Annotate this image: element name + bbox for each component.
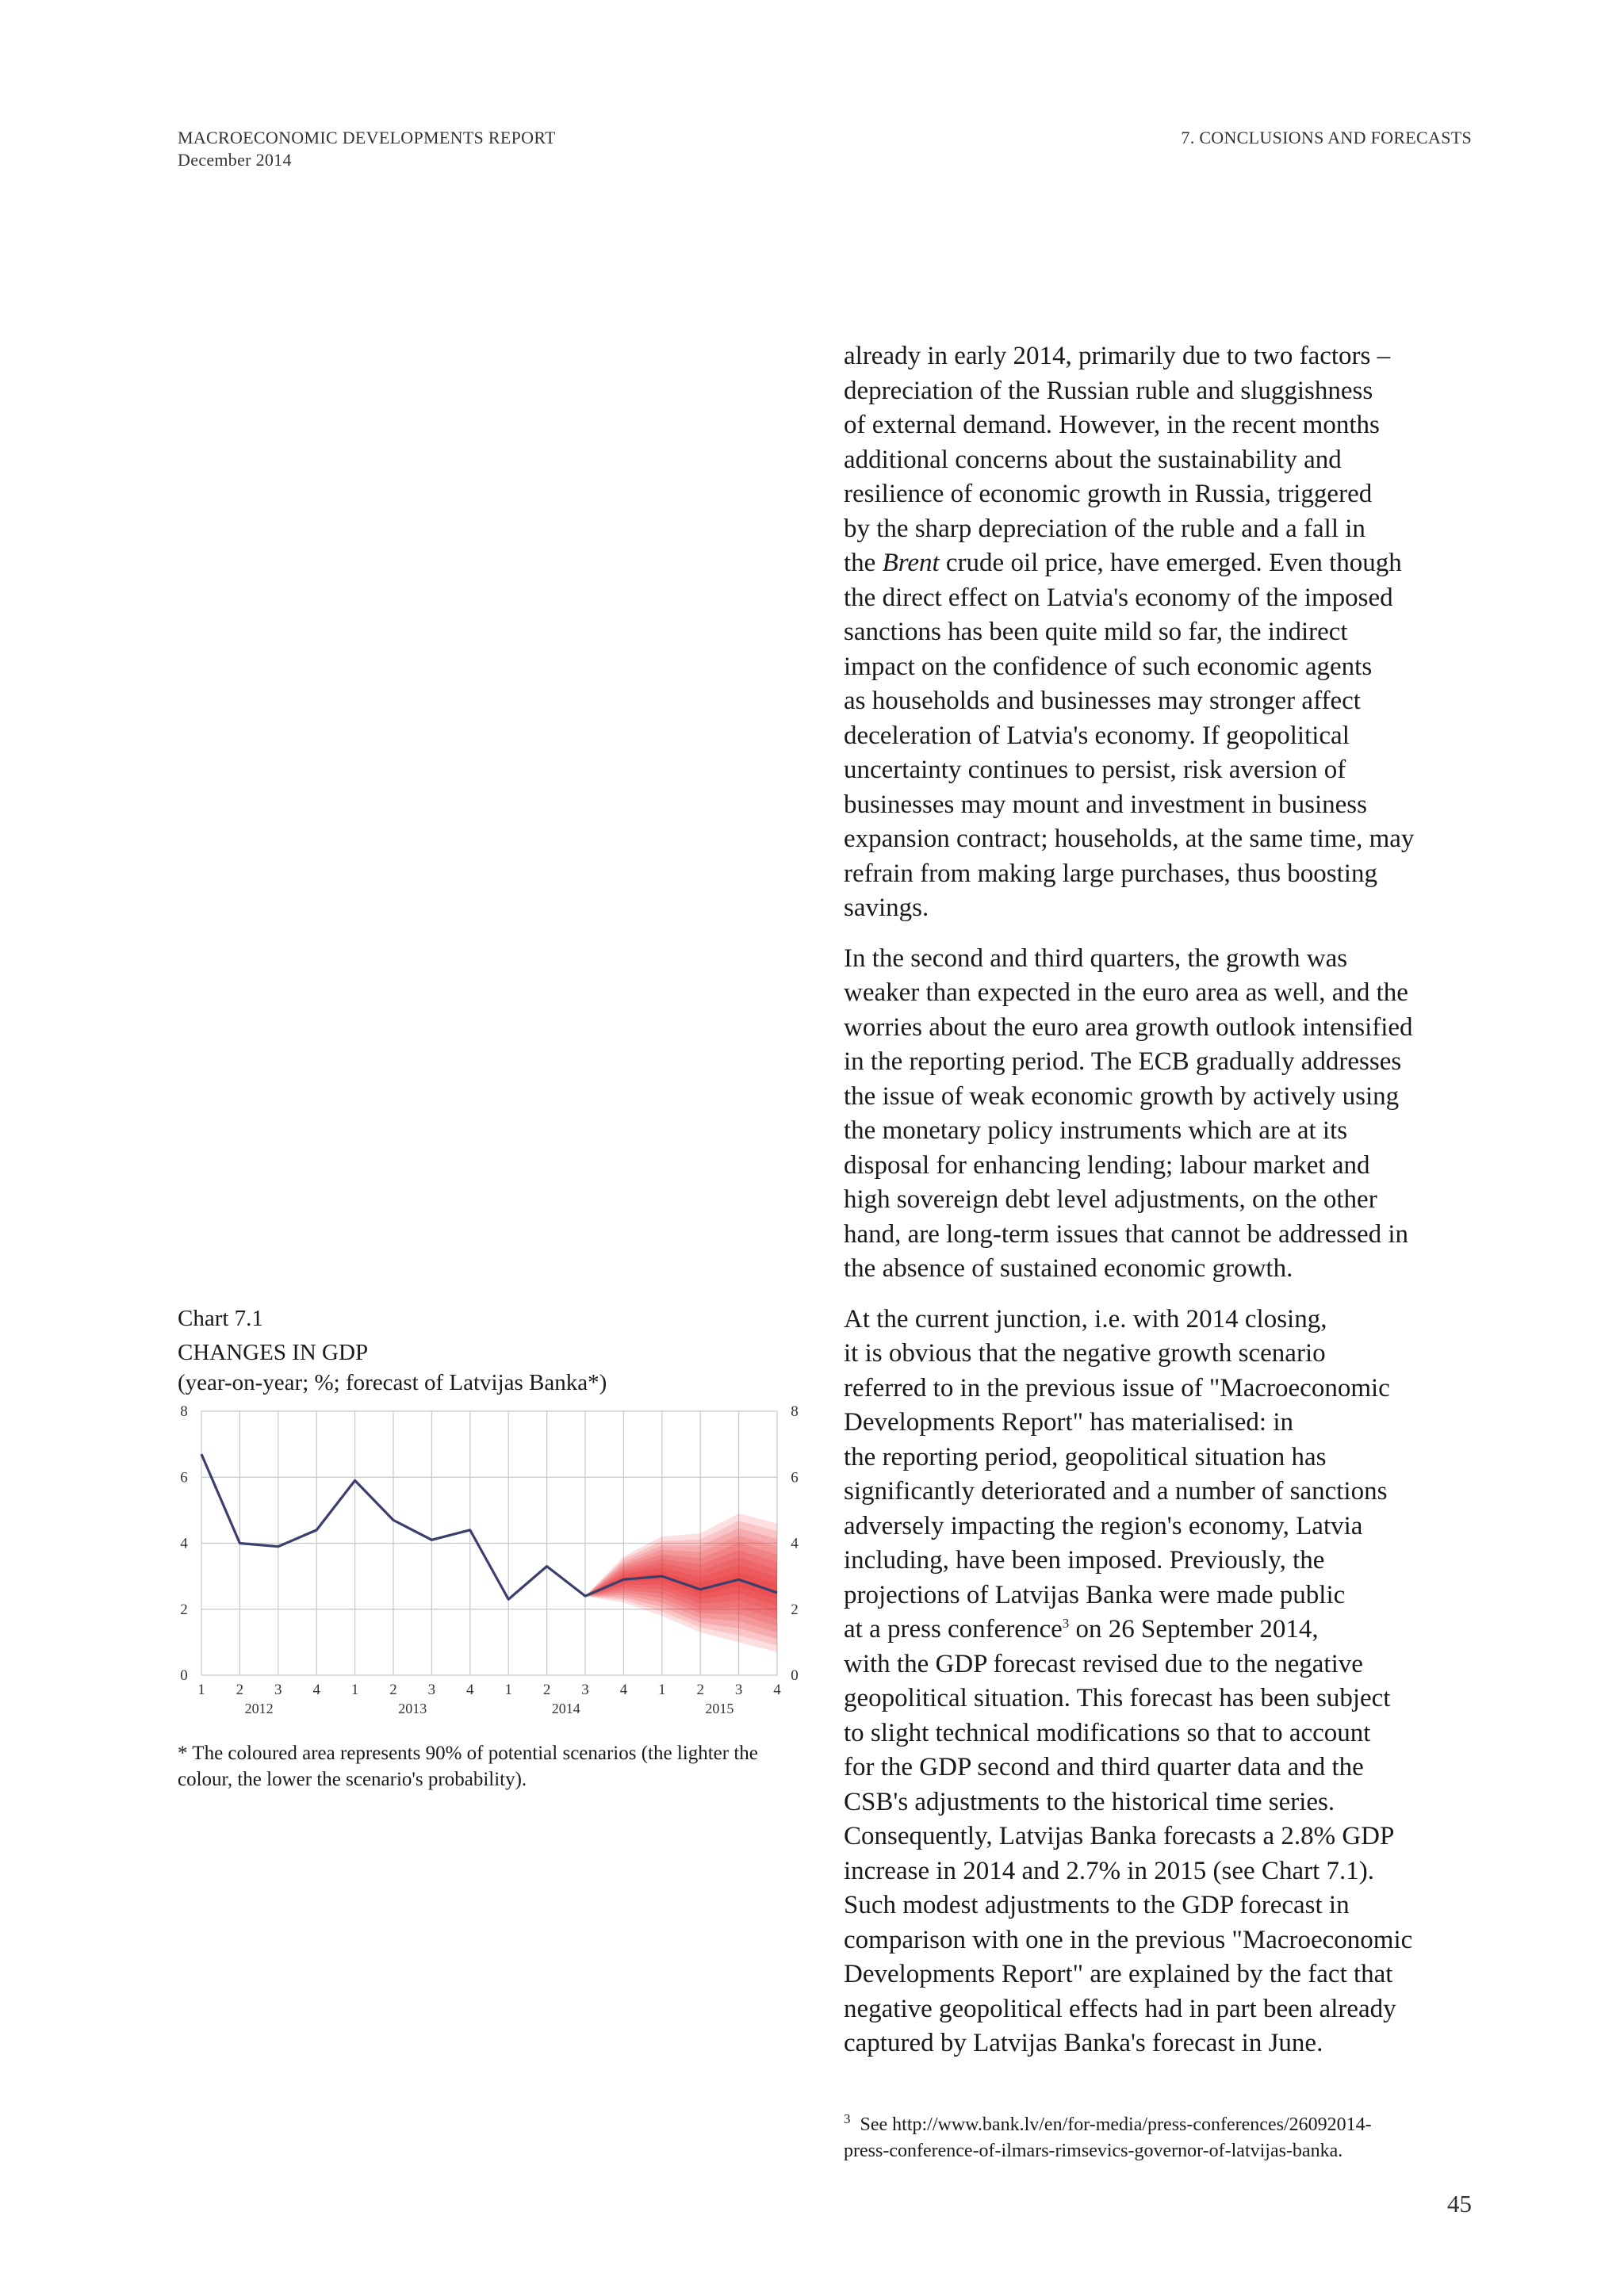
p2-line: high sovereign debt level adjustments, on the other (844, 1185, 1377, 1214)
y-tick-left-0: 0 (180, 1667, 188, 1684)
p3-line: Developments Report" has materialised: in (844, 1408, 1293, 1437)
press-line: at a press conference$^3$ on 26 September 2014, (844, 1615, 1319, 1644)
p3-line: CSB's adjustments to the historical time series. (844, 1787, 1335, 1816)
y-tick-right-0: 0 (791, 1667, 799, 1684)
brent-italic: Brent (882, 549, 940, 577)
x-tick-4: 1 (350, 1682, 359, 1698)
p1-line: sanctions has been quite mild so far, the indirect (844, 618, 1348, 646)
header-left (178, 127, 556, 171)
y-tick-left-8: 8 (180, 1403, 188, 1420)
body-text (844, 339, 1478, 2077)
footnote (844, 2112, 1478, 2164)
y-tick-right-8: 8 (791, 1403, 799, 1420)
y-tick-right-6: 6 (791, 1469, 799, 1487)
report-date: December 2014 (178, 150, 292, 170)
x-tick-0: 1 (197, 1682, 205, 1698)
brent-line: the Brent crude oil price, have emerged. Even though (844, 549, 1402, 577)
p3-line: the reporting period, geopolitical situation has (844, 1442, 1327, 1471)
x-tick-11: 4 (619, 1682, 628, 1698)
p3-line: with the GDP forecast revised due to the negative (844, 1649, 1363, 1678)
gdp-chart (167, 1402, 817, 1727)
x-tick-15: 4 (773, 1682, 781, 1698)
y-tick-right-2: 2 (791, 1601, 799, 1618)
p3-line: to slight technical modifications so that to account (844, 1718, 1371, 1747)
p1-line: impact on the confidence of such economic agents (844, 652, 1373, 681)
p3-line: captured by Latvijas Banka's forecast in June. (844, 2029, 1323, 2057)
x-year-2015: 2015 (705, 1701, 734, 1716)
p3-line: adversely impacting the region's economy, Latvia (844, 1511, 1363, 1540)
section-title: 7. CONCLUSIONS AND FORECASTS (1181, 128, 1472, 147)
chart-title-line1: CHANGES IN GDP (178, 1340, 369, 1365)
paragraph-1 (844, 339, 1478, 926)
footnote-line-2: press-conference-of-ilmars-rimsevics-governor-of-latvijas-banka. (844, 2141, 1343, 2161)
p1-line: of external demand. However, in the recent months (844, 411, 1380, 439)
chart-note: * The coloured area represents 90% of potential scenarios (the lighter the colour, the lower the scenario's probability). (178, 1743, 758, 1790)
p1-line: deceleration of Latvia's economy. If geopolitical (844, 721, 1350, 750)
p1-line: savings. (844, 894, 929, 922)
y-tick-left-6: 6 (180, 1469, 188, 1487)
footnote-line-1: $^3$ See http://www.bank.lv/en/for-media/press-conferences/26092014- (844, 2111, 1372, 2135)
p1-line: as households and businesses may stronger affect (844, 687, 1361, 715)
x-tick-6: 3 (427, 1682, 436, 1698)
chart-title-line2: (year-on-year; %; forecast of Latvijas Banka*) (178, 1370, 607, 1395)
p3-line: At the current junction, i.e. with 2014 closing, (844, 1304, 1327, 1334)
y-tick-right-4: 4 (791, 1535, 799, 1552)
p3-line: negative geopolitical effects had in part been already (844, 1994, 1396, 2023)
p1-line: expansion contract; households, at the same time, may (844, 825, 1415, 853)
p3-line: for the GDP second and third quarter data and the (844, 1753, 1364, 1781)
p2-line: the monetary policy instruments which are at its (844, 1116, 1348, 1145)
x-tick-12: 1 (658, 1682, 666, 1698)
x-year-2012: 2012 (244, 1701, 274, 1716)
footnote-ref[interactable]: 3 (1062, 1616, 1070, 1631)
p2-line: hand, are long-term issues that cannot be addressed in (844, 1219, 1409, 1249)
y-tick-left-4: 4 (180, 1535, 188, 1552)
p1-line: additional concerns about the sustainability and (844, 445, 1342, 474)
x-tick-2: 3 (274, 1682, 282, 1698)
chart-label: Chart 7.1 (178, 1306, 263, 1331)
p3-line: increase in 2014 and 2.7% in 2015 (see Chart 7.1). (844, 1856, 1374, 1885)
p3-line: significantly deteriorated and a number of sanctions (844, 1477, 1388, 1506)
p3-line: geopolitical situation. This forecast has been subject (844, 1684, 1391, 1712)
p2-line: In the second and third quarters, the growth was (844, 943, 1348, 973)
x-tick-14: 3 (734, 1682, 743, 1698)
x-tick-7: 4 (466, 1682, 474, 1698)
p1-line: the direct effect on Latvia's economy of the imposed (844, 583, 1393, 612)
x-tick-13: 2 (696, 1682, 704, 1698)
p3-line: comparison with one in the previous "Macroeconomic (844, 1925, 1413, 1954)
p1-line: already in early 2014, primarily due to two factors – (844, 342, 1391, 370)
x-year-2013: 2013 (398, 1701, 427, 1716)
page-number: 45 (1447, 2190, 1472, 2218)
p2-line: the issue of weak economic growth by actively using (844, 1081, 1400, 1111)
x-tick-5: 2 (389, 1682, 397, 1698)
p3-line: referred to in the previous issue of "Macroeconomic (844, 1373, 1390, 1402)
chart-title (178, 1337, 607, 1398)
p3-line: Such modest adjustments to the GDP forecast in (844, 1891, 1350, 1919)
p2-line: in the reporting period. The ECB gradually addresses (844, 1047, 1402, 1076)
p1-line: resilience of economic growth in Russia, triggered (844, 480, 1373, 508)
p2-line: the absence of sustained economic growth. (844, 1254, 1293, 1283)
p1-line: businesses may mount and investment in business (844, 790, 1367, 819)
p2-line: disposal for enhancing lending; labour market and (844, 1150, 1370, 1180)
p3-line: Consequently, Latvijas Banka forecasts a 2.8% GDP (844, 1822, 1395, 1850)
x-tick-10: 3 (581, 1682, 589, 1698)
p3-line: Developments Report" are explained by the fact that (844, 1960, 1393, 1988)
x-tick-1: 2 (236, 1682, 244, 1698)
x-tick-9: 2 (542, 1682, 551, 1698)
paragraph-2 (844, 942, 1478, 1287)
report-title: MACROECONOMIC DEVELOPMENTS REPORT (178, 128, 556, 147)
p1-line: uncertainty continues to persist, risk aversion of (844, 756, 1346, 784)
p2-line: worries about the euro area growth outlook intensified (844, 1012, 1413, 1042)
p3-line: projections of Latvijas Banka were made public (844, 1580, 1346, 1609)
p3-line: including, have been imposed. Previously, the (844, 1546, 1325, 1575)
p3-line: it is obvious that the negative growth scenario (844, 1339, 1326, 1368)
x-year-2014: 2014 (551, 1701, 580, 1716)
p1-line: by the sharp depreciation of the ruble and a fall in (844, 514, 1365, 543)
paragraph-3 (844, 1303, 1478, 2061)
p2-line: weaker than expected in the euro area as well, and the (844, 978, 1408, 1007)
p1-line: refrain from making large purchases, thus boosting (844, 859, 1377, 888)
x-tick-3: 4 (312, 1682, 320, 1698)
p1-line: depreciation of the Russian ruble and sluggishness (844, 376, 1373, 405)
x-tick-8: 1 (504, 1682, 512, 1698)
footnote-mark: 3 (844, 2111, 851, 2126)
y-tick-left-2: 2 (180, 1601, 188, 1618)
